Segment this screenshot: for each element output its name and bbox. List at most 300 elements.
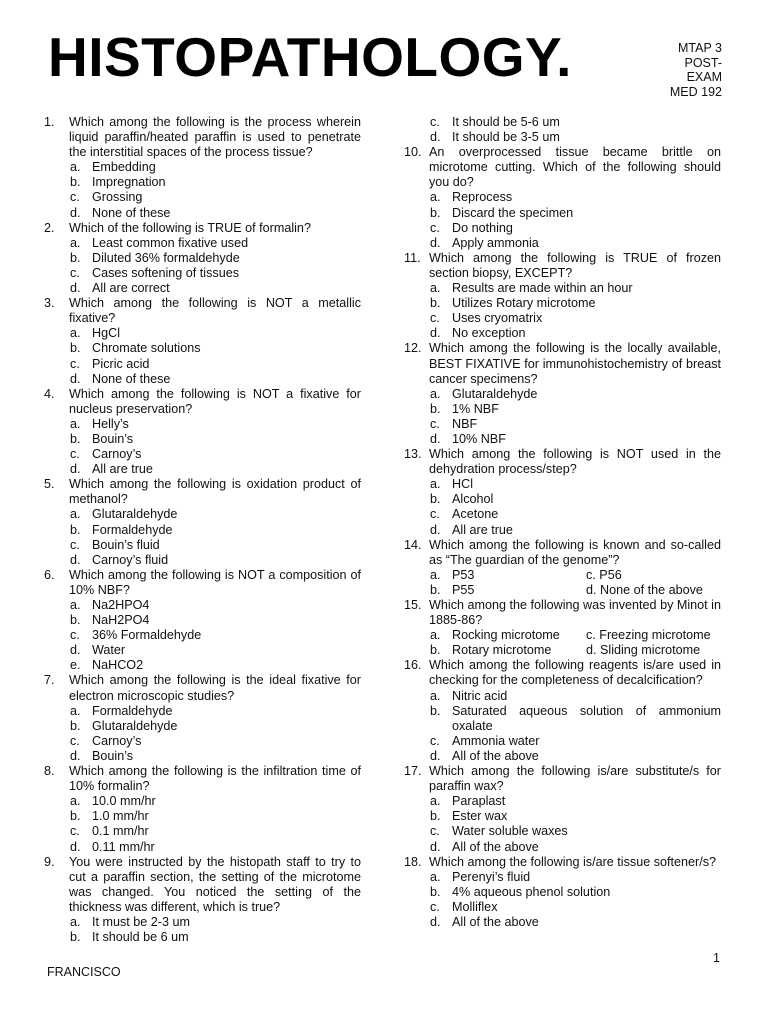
question-stem [44,115,361,160]
option-letter: c. [430,115,440,129]
option-letter: c. [70,265,80,280]
question-text: Which of the following is TRUE of formalin? [69,220,311,235]
answer-option [404,507,721,522]
question [404,447,721,538]
option-text: Water soluble waxes [452,824,568,839]
answer-option [404,643,586,658]
option-letter: a. [430,794,441,809]
question-stem [44,387,361,417]
option-letter: c. [70,356,80,371]
question-number: 10. [404,145,422,160]
answer-option [44,417,361,432]
option-text: Grossing [92,190,143,205]
option-text: Glutaraldehyde [92,507,178,522]
question [404,145,721,251]
question-text: Which among the following is NOT a fixative for nucleus preservation? [69,386,361,416]
option-text: All of the above [452,748,539,763]
option-letter: c. [70,190,80,205]
question-number: 1. [44,115,55,129]
option-text: Nitric acid [452,688,508,703]
question-text: An overprocessed tissue became brittle on microtome cutting. Which of the following should you do? [429,145,721,190]
option-letter: b. [430,809,441,824]
option-letter: d. [70,462,81,477]
option-letter: a. [430,477,441,492]
option-text: 1% NBF [452,401,499,416]
option-text: 0.1 mm/hr [92,824,149,839]
answer-options [44,915,361,945]
question [404,598,721,658]
option-letter: e. [70,658,81,673]
answer-option [44,719,361,734]
answer-option [44,372,361,387]
question [404,764,721,855]
answer-option [404,794,721,809]
question [44,855,361,946]
question [404,538,721,598]
option-letter: b. [70,809,81,824]
option-text: Bouin’s fluid [92,537,160,552]
question-number: 14. [404,537,422,552]
option-letter: a. [70,326,81,341]
option-letter: a. [70,416,81,431]
option-text: Formaldehyde [92,522,173,537]
question-stem [404,251,721,281]
answer-option [404,432,721,447]
answer-option [44,523,361,538]
option-letter: b. [430,884,441,899]
answer-option-row [404,583,721,598]
answer-option [44,613,361,628]
question-text: Which among the following is/are substitute/s for paraffin wax? [429,764,721,794]
option-text: Apply ammonia [452,235,539,250]
option-text: 1.0 mm/hr [92,809,149,824]
answer-option [404,523,721,538]
option-text: Glutaraldehyde [92,718,178,733]
answer-option [44,538,361,553]
answer-option [44,840,361,855]
question-text: You were instructed by the histopath staff to try to cut a paraffin section, the setting of the microtome was changed. You noticed the setting of the thickness was different, which is true? [69,854,361,914]
answer-option: d. Sliding microtome [586,643,701,658]
option-text: Acetone [452,507,499,522]
option-letter: b. [430,643,441,658]
option-text: None of these [92,371,171,386]
option-letter: d. [70,205,81,220]
answer-option [404,689,721,704]
question [404,251,721,342]
option-text: P53 [452,567,475,582]
option-text: Bouin’s [92,748,134,763]
option-letter: b. [70,431,81,446]
option-text: 36% Formaldehyde [92,628,202,643]
answer-option [44,809,361,824]
option-letter: d. [430,839,441,854]
answer-option [404,130,721,145]
question-text: Which among the following is NOT a composition of 10% NBF? [69,567,361,597]
answer-option: c. P56 [586,567,622,582]
option-text: Helly’s [92,416,129,431]
answer-option [404,704,721,734]
answer-option [404,870,721,885]
option-text: NBF [452,416,478,431]
option-letter: a. [70,235,81,250]
option-text: All of the above [452,839,539,854]
option-letter: b. [430,582,441,597]
option-text: Discard the specimen [452,205,574,220]
answer-option [44,341,361,356]
question [44,568,361,674]
option-text: Picric acid [92,356,150,371]
answer-option [404,885,721,900]
option-letter: d. [430,431,441,446]
answer-options [404,477,721,537]
question-9-continued-options [404,115,721,145]
option-letter: d. [430,914,441,929]
option-letter: c. [70,733,80,748]
answer-option [44,281,361,296]
answer-options [404,568,721,598]
option-text: Molliflex [452,899,498,914]
answer-options [44,704,361,764]
option-letter: b. [430,296,441,311]
course-info-line: MED 192 [669,84,722,99]
question-stem [404,145,721,190]
option-letter: b. [70,718,81,733]
answer-option [404,628,586,643]
answer-option [404,809,721,824]
option-text: NaH2PO4 [92,613,150,628]
option-text: Carnoy’s [92,447,142,462]
answer-option [44,432,361,447]
option-letter: a. [430,281,441,296]
question-stem [44,673,361,703]
option-letter: a. [430,869,441,884]
option-text: Carnoy’s fluid [92,552,169,567]
answer-options [404,794,721,854]
option-text: All of the above [452,914,539,929]
answer-option [404,115,721,130]
answer-option [404,749,721,764]
answer-option [44,251,361,266]
option-text: 10.0 mm/hr [92,794,156,809]
answer-option [404,190,721,205]
answer-option [404,402,721,417]
answer-options [44,794,361,854]
answer-option [404,417,721,432]
answer-option [44,749,361,764]
option-text: None of these [92,205,171,220]
answer-option [44,930,361,945]
question-number: 12. [404,341,422,356]
option-text: Results are made within an hour [452,281,633,296]
answer-option [44,175,361,190]
option-letter: b. [70,175,81,190]
option-letter: d. [430,130,441,145]
question-number: 9. [44,854,55,869]
question-text: Which among the following is known and so-called as “The guardian of the genome”? [429,537,721,567]
option-letter: b. [70,930,81,945]
option-letter: d. [70,552,81,567]
course-info [670,41,722,99]
answer-option: c. Freezing microtome [586,628,711,643]
option-letter: d. [430,235,441,250]
option-text: Utilizes Rotary microtome [452,296,596,311]
answer-option [44,734,361,749]
question-stem [44,296,361,326]
answer-option [44,658,361,673]
answer-option [404,824,721,839]
question-number: 18. [404,854,422,869]
option-letter: a. [70,507,81,522]
question [44,477,361,568]
option-letter: c. [430,311,440,326]
document-title: HISTOPATHOLOGY. [48,26,572,88]
option-letter: a. [430,688,441,703]
option-letter: b. [430,703,441,718]
question-stem [404,598,721,628]
option-text: Chromate solutions [92,341,201,356]
question-number: 6. [44,567,55,582]
option-text: Paraplast [452,794,506,809]
answer-option [44,598,361,613]
answer-option [404,387,721,402]
option-text: It should be 5-6 um [452,115,560,129]
question-number: 4. [44,386,55,401]
question-number: 5. [44,477,55,492]
option-text: All are correct [92,281,170,296]
question-number: 17. [404,764,422,779]
question [44,221,361,296]
question-text: Which among the following is/are tissue softener/s? [429,854,716,869]
option-letter: b. [430,205,441,220]
answer-options [44,160,361,220]
answer-option [404,492,721,507]
answer-option [44,462,361,477]
question-stem [404,764,721,794]
option-text: Water [92,643,126,658]
option-letter: a. [430,567,441,582]
answer-option: d. None of the above [586,582,703,597]
question-stem [404,538,721,568]
option-letter: c. [430,220,440,235]
course-info-line: POST- [684,55,722,70]
option-text: No exception [452,326,526,341]
question-stem [44,568,361,598]
option-text: It should be 6 um [92,930,189,945]
option-text: HgCl [92,326,120,341]
answer-options [404,281,721,341]
option-text: All are true [452,522,513,537]
question-stem [44,764,361,794]
option-text: HCl [452,477,473,492]
answer-option [44,447,361,462]
answer-option [404,477,721,492]
option-text: It must be 2-3 um [92,914,190,929]
answer-options [44,507,361,567]
option-text: NaHCO2 [92,658,144,673]
question-number: 3. [44,296,55,311]
option-text: Ammonia water [452,733,540,748]
question-number: 16. [404,658,422,673]
answer-option-row [404,643,721,658]
option-letter: b. [70,613,81,628]
answer-options [404,628,721,658]
option-letter: c. [430,416,440,431]
option-letter: a. [70,703,81,718]
answer-option [44,160,361,175]
option-text: Carnoy’s [92,733,142,748]
question-number: 7. [44,673,55,688]
option-letter: c. [430,733,440,748]
answer-option [404,900,721,915]
question-stem [44,221,361,236]
question-text: Which among the following is TRUE of frozen section biopsy, EXCEPT? [429,250,721,280]
option-letter: c. [70,537,80,552]
question-text: Which among the following is the locally available, BEST FIXATIVE for immunohistochemistry of breast cancer specimens? [429,341,721,386]
answer-option-row [404,568,721,583]
answer-option [44,643,361,658]
option-text: Alcohol [452,492,494,507]
question [404,855,721,930]
answer-options [404,387,721,447]
option-text: Ester wax [452,809,508,824]
option-letter: b. [70,341,81,356]
option-text: It should be 3-5 um [452,130,560,145]
question-text: Which among the following was invented by Minot in 1885-86? [429,598,721,628]
answer-option [404,221,721,236]
answer-option [404,568,586,583]
option-letter: d. [430,326,441,341]
option-letter: b. [430,492,441,507]
option-text: Rocking microtome [452,628,560,643]
option-letter: a. [70,160,81,175]
question [404,341,721,447]
question-stem [404,341,721,386]
answer-option [404,326,721,341]
question-stem [404,658,721,688]
answer-option [44,507,361,522]
answer-option [404,296,721,311]
author-name: FRANCISCO [47,965,121,979]
option-letter: b. [430,401,441,416]
question-number: 2. [44,220,55,235]
option-letter: d. [430,748,441,763]
option-text: Perenyi’s fluid [452,869,531,884]
question [44,296,361,387]
option-letter: c. [430,824,440,839]
answer-option [44,326,361,341]
option-letter: d. [430,522,441,537]
answer-option [404,915,721,930]
question-text: Which among the following reagents is/are used in checking for the completeness of decalcification? [429,658,721,688]
option-text: Formaldehyde [92,703,173,718]
answer-options [44,326,361,386]
option-text: Embedding [92,160,156,175]
question-stem [44,855,361,915]
option-text: Bouin’s [92,431,134,446]
option-letter: b. [70,522,81,537]
question-stem [44,477,361,507]
question [404,658,721,764]
option-text: Do nothing [452,220,513,235]
option-text: Saturated aqueous solution of ammonium oxalate [452,703,721,733]
option-letter: d. [70,839,81,854]
option-text: P55 [452,582,475,597]
answer-options [44,417,361,477]
option-text: 10% NBF [452,431,506,446]
answer-option [404,583,586,598]
answer-option-row [404,628,721,643]
left-column [44,115,361,945]
question-text: Which among the following is the infiltration time of 10% formalin? [69,764,361,794]
option-text: All are true [92,462,153,477]
question [44,764,361,855]
answer-option [44,704,361,719]
option-letter: b. [70,250,81,265]
option-text: Rotary microtome [452,643,552,658]
option-letter: c. [70,824,80,839]
option-letter: a. [70,794,81,809]
answer-options [44,236,361,296]
option-text: 0.11 mm/hr [92,839,155,854]
answer-options [404,190,721,250]
option-letter: a. [70,914,81,929]
option-text: Uses cryomatrix [452,311,543,326]
option-letter: d. [70,371,81,386]
option-letter: a. [430,190,441,205]
answer-option [44,794,361,809]
question-text: Which among the following is NOT used in the dehydration process/step? [429,447,721,477]
option-letter: d. [70,643,81,658]
option-text: Least common fixative used [92,235,249,250]
question-number: 8. [44,764,55,779]
answer-option [404,281,721,296]
question-number: 15. [404,598,422,612]
option-letter: a. [70,598,81,612]
option-text: Cases softening of tissues [92,265,240,280]
answer-option [404,311,721,326]
option-letter: c. [430,507,440,522]
answer-option [44,628,361,643]
question-text: Which among the following is the ideal fixative for electron microscopic studies? [69,673,361,703]
option-text: Impregnation [92,175,166,190]
answer-options [44,598,361,673]
option-text: Glutaraldehyde [452,386,538,401]
option-text: Reprocess [452,190,513,205]
answer-option [44,266,361,281]
answer-option [44,553,361,568]
right-column [404,115,721,930]
answer-option [44,206,361,221]
answer-option [404,236,721,251]
option-letter: a. [430,628,441,643]
option-text: 4% aqueous phenol solution [452,884,611,899]
course-info-line: EXAM [686,70,722,85]
question-stem [404,855,721,870]
answer-option [44,190,361,205]
page-number: 1 [713,951,720,965]
option-text: Na2HPO4 [92,598,150,612]
question-number: 13. [404,447,422,462]
option-letter: c. [70,447,80,462]
course-info-line: MTAP 3 [678,41,722,55]
answer-option [44,915,361,930]
answer-options [404,870,721,930]
option-text: Diluted 36% formaldehyde [92,250,240,265]
answer-option [404,206,721,221]
answer-option [404,734,721,749]
answer-option [404,840,721,855]
answer-option [44,824,361,839]
